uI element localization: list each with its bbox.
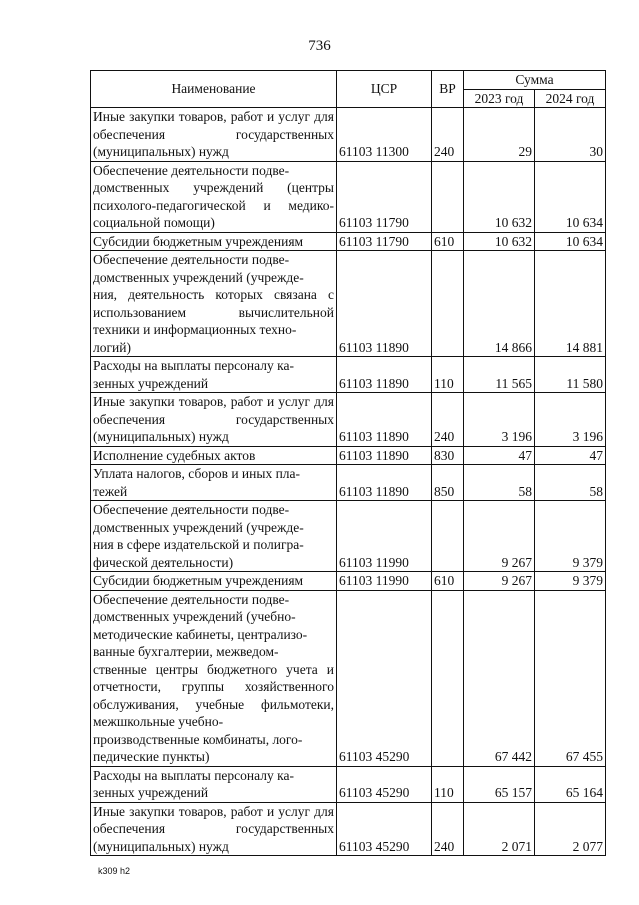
row-vr: 850 [432,465,464,501]
row-csr: 61103 45290 [337,802,432,856]
row-name: Обеспечение деятельности подве- домственных учреждений (учрежде- ния в сфере издательской и полигра- фической деятельности) [91,501,337,572]
row-vr [432,251,464,357]
row-amount-2023: 58 [464,465,535,501]
row-name: Расходы на выплаты персоналу ка- зенных учреждений [91,357,337,393]
header-year-2023: 2023 год [464,89,535,108]
page-number: 736 [308,38,331,54]
row-csr: 61103 11990 [337,572,432,591]
row-amount-2023: 14 866 [464,251,535,357]
row-csr: 61103 11990 [337,501,432,572]
row-csr: 61103 11790 [337,232,432,251]
row-vr: 610 [432,572,464,591]
header-csr: ЦСР [337,71,432,108]
row-amount-2023: 11 565 [464,357,535,393]
row-vr: 240 [432,393,464,447]
row-csr: 61103 45290 [337,590,432,766]
row-vr: 830 [432,446,464,465]
row-amount-2023: 47 [464,446,535,465]
row-vr: 610 [432,232,464,251]
row-amount-2024: 65 164 [535,766,606,802]
row-amount-2024: 11 580 [535,357,606,393]
row-name: Иные закупки товаров, работ и услуг для обеспечения государственных (муниципальных) нужд [91,108,337,162]
row-amount-2024: 67 455 [535,590,606,766]
row-name: Расходы на выплаты персоналу ка- зенных учреждений [91,766,337,802]
row-name: Субсидии бюджетным учреждениям [91,572,337,591]
header-row [91,71,606,90]
row-amount-2023: 10 632 [464,161,535,232]
row-amount-2024: 3 196 [535,393,606,447]
row-vr [432,501,464,572]
table-row [91,232,606,251]
table-row [91,393,606,447]
row-csr: 61103 11890 [337,465,432,501]
row-amount-2024: 9 379 [535,572,606,591]
row-csr: 61103 11890 [337,393,432,447]
row-name: Иные закупки товаров, работ и услуг для обеспечения государственных (муниципальных) нужд [91,802,337,856]
header-year-2024: 2024 год [535,89,606,108]
row-name: Субсидии бюджетным учреждениям [91,232,337,251]
row-amount-2024: 2 077 [535,802,606,856]
row-amount-2023: 3 196 [464,393,535,447]
table-row [91,501,606,572]
table-row [91,465,606,501]
table-row [91,446,606,465]
row-amount-2024: 14 881 [535,251,606,357]
budget-table [90,70,606,856]
row-name: Уплата налогов, сборов и иных пла- тежей [91,465,337,501]
row-amount-2023: 9 267 [464,501,535,572]
row-name: Обеспечение деятельности подве- домственных учреждений (учебно- методические кабинеты, централизо- ванные бухгалтерии, межведом- ственные центры бюджетного учета и отчетности, группы хозяйственного обслуживания, учебные фильмотеки, межшкольные учебно- производственные комбинаты, лого- педические пункты) [91,590,337,766]
row-amount-2024: 30 [535,108,606,162]
row-amount-2023: 67 442 [464,590,535,766]
row-vr [432,161,464,232]
header-vr: ВР [432,71,464,108]
row-amount-2023: 2 071 [464,802,535,856]
header-name: Наименование [91,71,337,108]
table-row [91,357,606,393]
table-row [91,161,606,232]
row-vr: 240 [432,802,464,856]
row-vr [432,590,464,766]
row-vr: 110 [432,357,464,393]
row-amount-2023: 29 [464,108,535,162]
header-sum: Сумма [464,71,606,90]
row-csr: 61103 11890 [337,251,432,357]
row-amount-2024: 10 634 [535,232,606,251]
row-amount-2023: 10 632 [464,232,535,251]
row-csr: 61103 11890 [337,446,432,465]
row-name: Иные закупки товаров, работ и услуг для обеспечения государственных (муниципальных) нужд [91,393,337,447]
row-amount-2024: 58 [535,465,606,501]
row-amount-2024: 9 379 [535,501,606,572]
row-amount-2023: 9 267 [464,572,535,591]
row-name: Обеспечение деятельности подве- домственных учреждений (учрежде- ния, деятельность которых связана с использованием вычислительной техники и информационных техно- логий) [91,251,337,357]
row-amount-2024: 47 [535,446,606,465]
row-csr: 61103 11300 [337,108,432,162]
row-csr: 61103 11890 [337,357,432,393]
row-vr: 240 [432,108,464,162]
table-row [91,802,606,856]
row-name: Исполнение судебных актов [91,446,337,465]
table-row [91,766,606,802]
table-row [91,251,606,357]
table-row [91,108,606,162]
row-amount-2023: 65 157 [464,766,535,802]
row-name: Обеспечение деятельности подве- домственных учреждений (центры психолого-педагогической и медико-социальной помощи) [91,161,337,232]
row-amount-2024: 10 634 [535,161,606,232]
table-row [91,572,606,591]
footer-code: k309 h2 [98,866,131,876]
table-row [91,590,606,766]
row-csr: 61103 11790 [337,161,432,232]
row-vr: 110 [432,766,464,802]
row-csr: 61103 45290 [337,766,432,802]
